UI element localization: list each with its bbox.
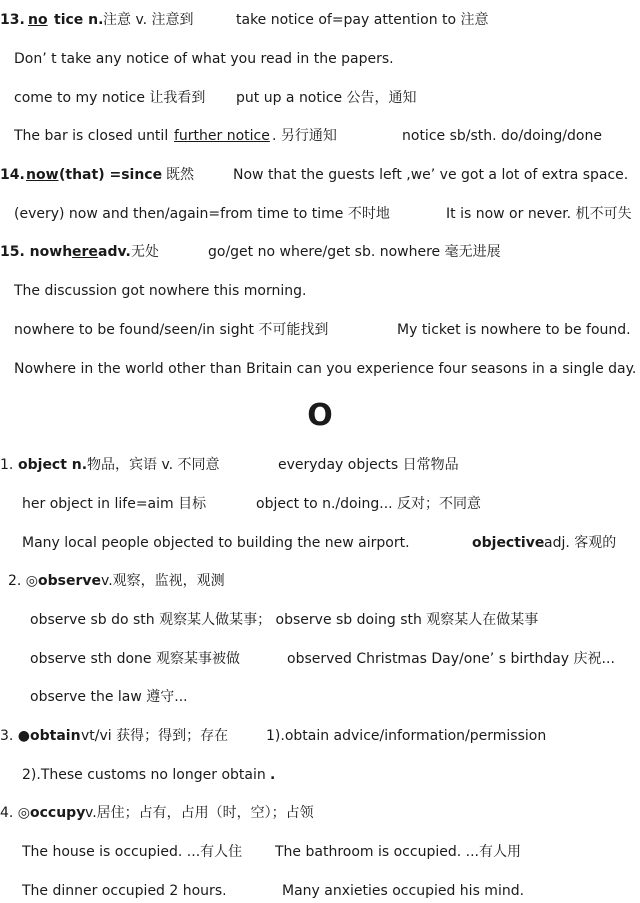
example-line xyxy=(0,357,640,381)
example-line xyxy=(0,202,640,226)
headword-text: adv. xyxy=(98,244,131,260)
entry-2-observe xyxy=(0,569,640,593)
headword-text: tice n. xyxy=(54,12,104,28)
line-text: further notice xyxy=(174,128,270,144)
line-text: 3. ● xyxy=(0,728,31,744)
headword-text: occupy xyxy=(30,805,86,821)
example-line xyxy=(0,124,640,148)
line-text: put up a notice 公告，通知 xyxy=(236,90,417,106)
entry-1-object xyxy=(0,453,640,477)
headword-text: ere xyxy=(72,244,98,260)
headword-text: 13. xyxy=(0,12,25,28)
line-text: v.居住；占有，占用（时，空）；占领 xyxy=(85,805,314,821)
line-text: 2).These customs no longer obtain xyxy=(22,767,266,783)
line-text: adj. 客观的 xyxy=(544,535,617,551)
line-text: Nowhere in the world other than Britain can you experience four seasons in a single day. xyxy=(14,361,637,377)
line-text: My ticket is nowhere to be found. xyxy=(397,322,631,338)
example-line xyxy=(0,531,640,555)
example-line xyxy=(0,47,640,71)
line-text: Now that the guests left ,we’ ve got a lot of extra space. xyxy=(233,167,629,183)
line-text: vt/vi 获得；得到；存在 xyxy=(81,728,229,744)
line-text: go/get no where/get sb. nowhere 毫无进展 xyxy=(208,244,501,260)
headword-text: . xyxy=(270,767,276,783)
headword-text: observe xyxy=(38,573,101,589)
line-text: (every) now and then/again=from time to time 不时地 xyxy=(14,206,390,222)
line-text: 2. ◎ xyxy=(8,573,39,589)
line-text: observe the law 遵守... xyxy=(30,689,188,705)
entry-13-notice xyxy=(0,8,640,32)
line-text: come to my notice 让我看到 xyxy=(14,90,206,106)
entry-4-occupy xyxy=(0,801,640,825)
line-text: Many anxieties occupied his mind. xyxy=(282,883,525,899)
line-text: 物品，宾语 v. 不同意 xyxy=(87,457,220,473)
line-text: observe sth done 观察某事被做 xyxy=(30,651,240,667)
headword-text: objective xyxy=(472,535,545,551)
entry-15-nowhere xyxy=(0,240,640,264)
example-line xyxy=(0,647,640,671)
line-text: nowhere to be found/seen/in sight 不可能找到 xyxy=(14,322,329,338)
headword-text: (that) =since xyxy=(59,167,163,183)
entry-3-obtain xyxy=(0,724,640,748)
example-line xyxy=(0,608,640,632)
headword-text: object n. xyxy=(18,457,88,473)
example-line xyxy=(0,318,640,342)
line-text: 注意 v. 注意到 xyxy=(103,12,194,28)
line-text: 1).obtain advice/information/permission xyxy=(266,728,547,744)
line-text: notice sb/sth. do/doing/done xyxy=(402,128,602,144)
headword-text: obtain xyxy=(30,728,81,744)
headword-text: 15. nowh xyxy=(0,244,73,260)
line-text: 既然 xyxy=(166,167,194,183)
line-text: Many local people objected to building the new airport. xyxy=(22,535,410,551)
headword-text: no xyxy=(28,12,48,28)
line-text: . 另行通知 xyxy=(272,128,337,144)
headword-text: now xyxy=(26,167,59,183)
headword-text: 14. xyxy=(0,167,25,183)
line-text: observed Christmas Day/one’ s birthday 庆祝... xyxy=(287,651,615,667)
example-line xyxy=(0,763,640,787)
line-text: The house is occupied. ...有人住 xyxy=(22,844,243,860)
line-text: Don’ t take any notice of what you read in the papers. xyxy=(14,51,394,67)
example-line xyxy=(0,840,640,864)
line-text: everyday objects 日常物品 xyxy=(278,457,459,473)
line-text: object to n./doing... 反对；不同意 xyxy=(256,496,482,512)
line-text: The bathroom is occupied. ...有人用 xyxy=(275,844,521,860)
line-text: v.观察，监视，观测 xyxy=(101,573,225,589)
example-line xyxy=(0,86,640,110)
line-text: It is now or never. 机不可失 xyxy=(446,206,632,222)
example-line xyxy=(0,879,640,903)
line-text: 4. ◎ xyxy=(0,805,31,821)
line-text: The discussion got nowhere this morning. xyxy=(14,283,307,299)
line-text: 无处 xyxy=(131,244,159,260)
example-line xyxy=(0,685,640,709)
line-text: her object in life=aim 目标 xyxy=(22,496,207,512)
entry-14-now xyxy=(0,163,640,187)
example-line xyxy=(0,279,640,303)
line-text: 1. xyxy=(0,457,14,473)
line-text: The dinner occupied 2 hours. xyxy=(22,883,227,899)
line-text: observe sb do sth 观察某人做某事； observe sb doing sth 观察某人在做某事 xyxy=(30,612,539,628)
example-line xyxy=(0,492,640,516)
line-text: take notice of=pay attention to 注意 xyxy=(236,12,489,28)
line-text: The bar is closed until xyxy=(14,128,169,144)
section-letter-heading: O xyxy=(307,398,333,433)
